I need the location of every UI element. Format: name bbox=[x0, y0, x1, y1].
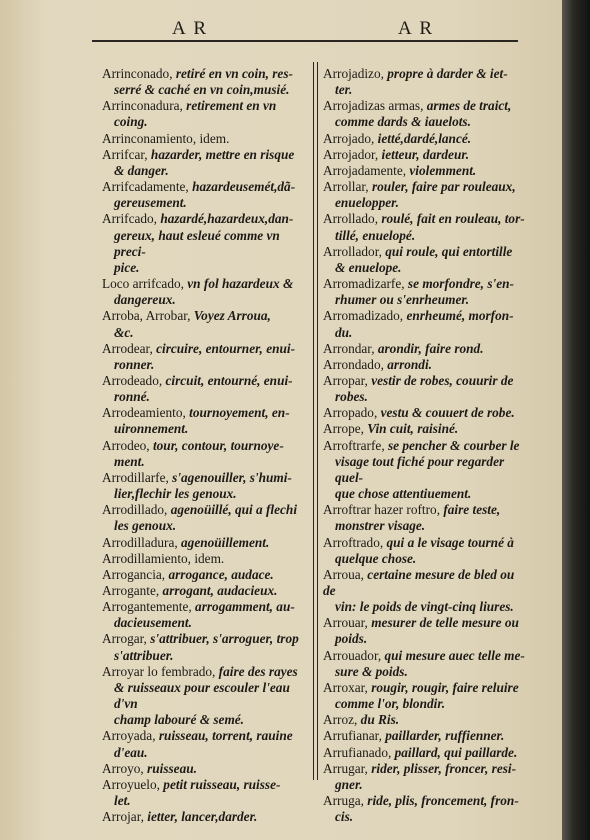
entry-definition: qui roule, qui entortille bbox=[381, 243, 513, 259]
entry-definition: roulé, fait en rouleau, tor- bbox=[378, 211, 525, 227]
entry-definition: petit ruisseau, ruisse- bbox=[159, 776, 281, 792]
dictionary-entry bbox=[102, 470, 308, 502]
entry-headword: Arrogancia, bbox=[102, 566, 166, 582]
dictionary-entry bbox=[102, 276, 308, 308]
entry-definition: arrondi. bbox=[383, 356, 432, 372]
dictionary-entry bbox=[323, 712, 528, 728]
entry-headword: Arrogar, bbox=[102, 631, 147, 647]
entry-continuation: vin: le poids de vingt-cinq liures. bbox=[335, 599, 514, 615]
entry-headword: Arropado, bbox=[323, 405, 378, 421]
entry-definition: certaine mesure de bled ou de bbox=[323, 566, 515, 598]
dictionary-entry bbox=[102, 631, 308, 663]
entry-definition: rougir, rougir, faire reluire bbox=[367, 679, 519, 695]
dictionary-entry bbox=[102, 664, 308, 729]
dictionary-entry bbox=[102, 809, 308, 825]
entry-continuation: quelque chose. bbox=[335, 550, 417, 566]
dictionary-entry bbox=[323, 308, 528, 340]
dictionary-entry bbox=[102, 405, 308, 437]
entry-continuation: ter. bbox=[335, 82, 353, 98]
dictionary-entry bbox=[323, 147, 528, 163]
column-divider bbox=[313, 62, 314, 780]
right-column bbox=[323, 66, 528, 825]
entry-definition: vestu & couuert de robe. bbox=[377, 405, 515, 421]
entry-headword: Arroftrar hazer roftro, bbox=[323, 502, 441, 518]
entry-definition: se pencher & courber le bbox=[384, 437, 520, 453]
entry-definition: arrogant, audacieux. bbox=[159, 583, 278, 598]
entry-headword: Arrojador, bbox=[323, 146, 379, 162]
entry-definition: faire des rayes bbox=[215, 663, 298, 679]
dictionary-entry bbox=[102, 567, 308, 583]
dictionary-entry bbox=[323, 535, 528, 567]
dictionary-entry bbox=[323, 244, 528, 276]
entry-definition: circuire, entourner, enui- bbox=[152, 340, 296, 356]
dictionary-entry bbox=[323, 163, 528, 179]
dictionary-entry bbox=[323, 179, 528, 211]
entry-headword: Arrodeamiento, bbox=[102, 405, 186, 421]
entry-headword: Arrojar, bbox=[102, 809, 144, 825]
entry-definition: du Ris. bbox=[357, 712, 400, 728]
entry-definition: ietteur, dardeur. bbox=[378, 146, 470, 162]
dictionary-entry bbox=[102, 502, 308, 534]
dictionary-entry bbox=[102, 211, 308, 276]
dictionary-entry bbox=[102, 308, 308, 340]
entry-headword: Loco arrifcado, bbox=[102, 276, 184, 292]
entry-definition: vn fol hazardeux & bbox=[183, 276, 294, 292]
dictionary-entry bbox=[323, 405, 528, 421]
header-rule bbox=[92, 40, 518, 42]
entry-headword: Arroyo, bbox=[102, 760, 144, 776]
entry-continuation: & ruisseaux pour escouler l'eau d'vn bbox=[114, 679, 290, 712]
entry-headword: Arrojadamente, bbox=[323, 162, 407, 178]
entry-headword: Arrifcadamente, bbox=[102, 179, 189, 195]
entry-definition: tour, contour, tournoye- bbox=[149, 437, 284, 453]
entry-headword: Arroyar lo fembrado, bbox=[102, 663, 216, 679]
dictionary-entry bbox=[323, 98, 528, 130]
entry-definition: hazarder, mettre en risque bbox=[147, 146, 295, 162]
dictionary-entry bbox=[102, 179, 308, 211]
entry-definition: rouler, faire par rouleaux, bbox=[368, 179, 516, 195]
entry-definition: paillarder, ruffienner. bbox=[381, 728, 505, 744]
dictionary-entry bbox=[323, 131, 528, 147]
entry-definition: ietter, lancer,darder. bbox=[143, 809, 258, 825]
dictionary-entry bbox=[102, 599, 308, 631]
entry-headword: Arrodillamiento, idem. bbox=[102, 550, 225, 566]
entry-definition: hazardé,hazardeux,dan- bbox=[157, 211, 294, 227]
entry-continuation: lier,flechir les genoux. bbox=[114, 486, 237, 502]
entry-definition: retiré en vn coin, res- bbox=[172, 66, 293, 81]
entry-continuation: dangereux. bbox=[114, 292, 176, 308]
dictionary-entry bbox=[323, 357, 528, 373]
entry-headword: Arrope, bbox=[323, 421, 364, 437]
entry-headword: Arrugar, bbox=[323, 760, 368, 776]
entry-headword: Arrinconamiento, idem. bbox=[102, 130, 230, 146]
entry-continuation: robes. bbox=[335, 389, 368, 405]
entry-definition: Voyez Arroua, bbox=[190, 308, 271, 324]
book-page-edge bbox=[562, 0, 590, 840]
entry-continuation: serré & caché en vn coin,musié. bbox=[114, 82, 290, 98]
entry-headword: Arrodillarfe, bbox=[102, 469, 169, 485]
entry-headword: Arrodear, bbox=[102, 340, 153, 356]
entry-definition: ruisseau. bbox=[143, 760, 197, 776]
entry-headword: Arrondado, bbox=[323, 356, 384, 372]
entry-continuation: &c. bbox=[114, 324, 134, 340]
entry-continuation: & enuelope. bbox=[335, 259, 402, 275]
entry-definition: s'agenouiller, s'humi- bbox=[168, 469, 292, 485]
entry-headword: Arrojadizo, bbox=[323, 66, 384, 81]
entry-headword: Arrondar, bbox=[323, 340, 375, 356]
entry-continuation: poids. bbox=[335, 631, 368, 647]
entry-definition: violemment. bbox=[406, 162, 477, 178]
entry-continuation: enuelopper. bbox=[335, 195, 399, 211]
entry-headword: Arrinconadura, bbox=[102, 98, 183, 114]
dictionary-entry bbox=[323, 680, 528, 712]
dictionary-entry bbox=[323, 373, 528, 405]
entry-continuation: d'eau. bbox=[114, 744, 148, 760]
entry-continuation: & danger. bbox=[114, 162, 169, 178]
entry-headword: Arrufianado, bbox=[323, 744, 392, 760]
entry-continuation: ronner. bbox=[114, 356, 155, 372]
entry-headword: Arroua, bbox=[323, 566, 364, 582]
entry-definition: enrheumé, morfon- bbox=[403, 308, 514, 324]
entry-headword: Arrifcar, bbox=[102, 146, 148, 162]
dictionary-entry bbox=[323, 421, 528, 437]
entry-continuation: visage tout fiché pour regarder quel- bbox=[335, 453, 505, 485]
entry-continuation: comme dards & iauelots. bbox=[335, 114, 471, 130]
dictionary-entry bbox=[323, 728, 528, 744]
entry-headword: Arrinconado, bbox=[102, 66, 173, 81]
entry-continuation: ment. bbox=[114, 453, 145, 469]
dictionary-entry bbox=[323, 567, 528, 615]
entry-headword: Arrodillado, bbox=[102, 502, 168, 518]
entry-continuation: tillé, enuelopé. bbox=[335, 227, 416, 243]
entry-continuation: let. bbox=[114, 793, 131, 809]
entry-definition: arrogamment, au- bbox=[191, 599, 295, 615]
entry-definition: s'attribuer, s'arroguer, trop bbox=[146, 631, 299, 647]
entry-continuation: cis. bbox=[335, 809, 354, 825]
dictionary-entry bbox=[102, 147, 308, 179]
entry-headword: Arroba, Arrobar, bbox=[102, 308, 191, 324]
entry-headword: Arrodeado, bbox=[102, 372, 163, 388]
entry-headword: Arroyuelo, bbox=[102, 776, 160, 792]
entry-definition: hazardeusemét,dã- bbox=[188, 179, 296, 195]
entry-definition: agenoüillement. bbox=[177, 534, 270, 550]
dictionary-entry bbox=[102, 131, 308, 147]
entry-headword: Arroxar, bbox=[323, 679, 368, 695]
entry-headword: Arrouador, bbox=[323, 647, 382, 663]
entry-headword: Arrollado, bbox=[323, 211, 379, 227]
entry-definition: ietté,dardé,lancé. bbox=[374, 130, 472, 146]
dictionary-entry bbox=[323, 438, 528, 503]
entry-headword: Arrufianar, bbox=[323, 728, 382, 744]
entry-definition: faire teste, bbox=[440, 502, 501, 518]
entry-headword: Arrollador, bbox=[323, 243, 382, 259]
dictionary-entry bbox=[323, 66, 528, 98]
entry-continuation: sure & poids. bbox=[335, 663, 408, 679]
dictionary-entry bbox=[102, 438, 308, 470]
entry-headword: Arromadizarfe, bbox=[323, 276, 405, 292]
entry-continuation: s'attribuer. bbox=[114, 647, 174, 663]
dictionary-entry bbox=[102, 373, 308, 405]
entry-definition: paillard, qui paillarde. bbox=[391, 744, 518, 760]
entry-headword: Arrogante, bbox=[102, 583, 160, 598]
entry-headword: Arromadizado, bbox=[323, 308, 404, 324]
dictionary-entry bbox=[102, 66, 308, 98]
entry-headword: Arrojado, bbox=[323, 130, 375, 146]
entry-definition: qui mesure auec telle me- bbox=[381, 647, 525, 663]
entry-continuation: rhumer ou s'enrheumer. bbox=[335, 292, 470, 308]
entry-continuation: les genoux. bbox=[114, 518, 177, 534]
entry-continuation: du. bbox=[335, 324, 353, 340]
entry-definition: se morfondre, s'en- bbox=[404, 276, 514, 292]
entry-headword: Arruga, bbox=[323, 793, 364, 809]
entry-continuation: coing. bbox=[114, 114, 148, 130]
entry-definition: propre à darder & iet- bbox=[383, 66, 508, 81]
entry-definition: rider, plisser, froncer, resi- bbox=[367, 760, 517, 776]
dictionary-entry bbox=[323, 276, 528, 308]
dictionary-entry bbox=[102, 551, 308, 567]
dictionary-entry bbox=[102, 728, 308, 760]
entry-headword: Arrifcado, bbox=[102, 211, 158, 227]
entry-continuation: gereusement. bbox=[114, 195, 187, 211]
entry-headword: Arroftrarfe, bbox=[323, 437, 385, 453]
entry-continuation: que chose attentiuement. bbox=[335, 486, 472, 502]
entry-continuation: comme l'or, blondir. bbox=[335, 696, 446, 712]
dictionary-entry bbox=[323, 793, 528, 825]
entry-headword: Arrodeo, bbox=[102, 437, 150, 453]
entry-continuation: pice. bbox=[114, 259, 140, 275]
entry-continuation: ronné. bbox=[114, 389, 150, 405]
entry-continuation: champ labouré & semé. bbox=[114, 712, 245, 728]
dictionary-entry bbox=[102, 535, 308, 551]
dictionary-entry bbox=[323, 648, 528, 680]
entry-definition: qui a le visage tourné à bbox=[383, 534, 514, 550]
running-head-right: A R bbox=[398, 18, 435, 39]
dictionary-entry bbox=[102, 98, 308, 130]
entry-definition: mesurer de telle mesure ou bbox=[367, 615, 519, 631]
entry-headword: Arroz, bbox=[323, 712, 358, 728]
entry-headword: Arrodilladura, bbox=[102, 534, 178, 550]
column-divider-double bbox=[317, 62, 318, 780]
dictionary-entry bbox=[323, 745, 528, 761]
entry-continuation: dacieusement. bbox=[114, 615, 192, 631]
entry-continuation: uironnement. bbox=[114, 421, 189, 437]
dictionary-entry bbox=[323, 341, 528, 357]
dictionary-entry bbox=[323, 502, 528, 534]
entry-definition: ruisseau, torrent, rauine bbox=[155, 728, 293, 744]
entry-definition: armes de traict, bbox=[423, 98, 512, 114]
entry-definition: ride, plis, froncement, fron- bbox=[363, 793, 519, 809]
entry-continuation: gereux, haut esleué comme vn preci- bbox=[114, 227, 280, 259]
entry-definition: agenoüillé, qui a flechi bbox=[167, 502, 298, 518]
entry-headword: Arrogantemente, bbox=[102, 599, 192, 615]
dictionary-entry bbox=[102, 583, 308, 599]
dictionary-entry bbox=[102, 761, 308, 777]
dictionary-entry bbox=[323, 615, 528, 647]
entry-headword: Arroftrado, bbox=[323, 534, 384, 550]
dictionary-entry bbox=[323, 761, 528, 793]
entry-continuation: gner. bbox=[335, 776, 363, 792]
dictionary-entry bbox=[102, 341, 308, 373]
entry-definition: tournoyement, en- bbox=[185, 405, 290, 421]
running-head-left: A R bbox=[172, 18, 209, 39]
entry-definition: circuit, entourné, enui- bbox=[162, 372, 293, 388]
dictionary-entry bbox=[102, 777, 308, 809]
left-column bbox=[102, 66, 308, 825]
entry-headword: Arrouar, bbox=[323, 615, 368, 631]
entry-headword: Arroyada, bbox=[102, 728, 156, 744]
entry-headword: Arrollar, bbox=[323, 179, 369, 195]
entry-headword: Arropar, bbox=[323, 372, 368, 388]
entry-definition: arondir, faire rond. bbox=[374, 340, 484, 356]
dictionary-entry bbox=[323, 211, 528, 243]
entry-definition: Vin cuit, raisiné. bbox=[363, 421, 459, 437]
entry-definition: arrogance, audace. bbox=[165, 566, 274, 582]
entry-continuation: monstrer visage. bbox=[335, 518, 426, 534]
entry-definition: retirement en vn bbox=[182, 98, 277, 114]
entry-definition: vestir de robes, couurir de bbox=[367, 372, 514, 388]
entry-headword: Arrojadizas armas, bbox=[323, 98, 424, 114]
